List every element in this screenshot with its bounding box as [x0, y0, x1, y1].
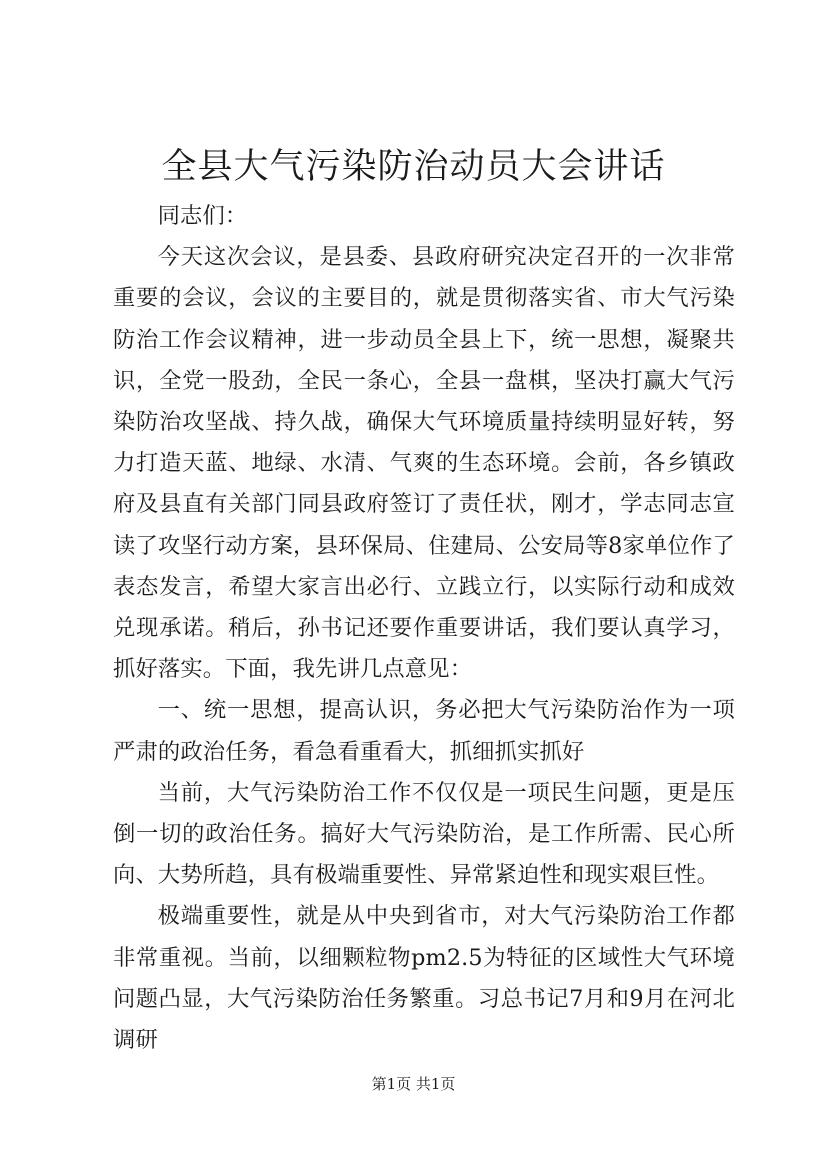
page-footer: 第1页 共1页 [371, 1075, 456, 1093]
document-body [113, 196, 735, 1061]
section-heading-1: 一、统一思想，提高认识，务必把大气污染防治作为一项严肃的政治任务，看急看重看大，抓细抓实抓好 [113, 697, 735, 765]
document-title: 全县大气污染防治动员大会讲话 [161, 147, 666, 187]
paragraph-2: 当前，大气污染防治工作不仅仅是一项民生问题，更是压倒一切的政治任务。搞好大气污染防治，是工作所需、民心所向、大势所趋，具有极端重要性、异常紧迫性和现实艰巨性。 [113, 779, 735, 889]
salutation: 同志们： [157, 203, 248, 229]
paragraph-1: 今天这次会议，是县委、县政府研究决定召开的一次非常重要的会议，会议的主要目的，就是贯彻落实省、市大气污染防治工作会议精神，进一步动员全县上下，统一思想，凝聚共识，全党一股劲，全民一条心，全县一盘棋，坚决打赢大气污染防治攻坚战、持久战，确保大气环境质量持续明显好转，努力打造天蓝、地绿、水清、气爽的生态环境。会前，各乡镇政府及县直有关部门同县政府签订了责任状，刚才，学志同志宣读了攻坚行动方案，县环保局、住建局、公安局等8家单位作了表态发言，希望大家言出必行、立践立行，以实际行动和成效兑现承诺。稍后，孙书记还要作重要讲话，我们要认真学习，抓好落实。下面，我先讲几点意见： [113, 244, 735, 683]
paragraph-3: 极端重要性，就是从中央到省市，对大气污染防治工作都非常重视。当前，以细颗粒物pm2.5为特征的区域性大气环境问题凸显，大气污染防治任务繁重。习总书记7月和9月在河北调研 [113, 903, 735, 1054]
